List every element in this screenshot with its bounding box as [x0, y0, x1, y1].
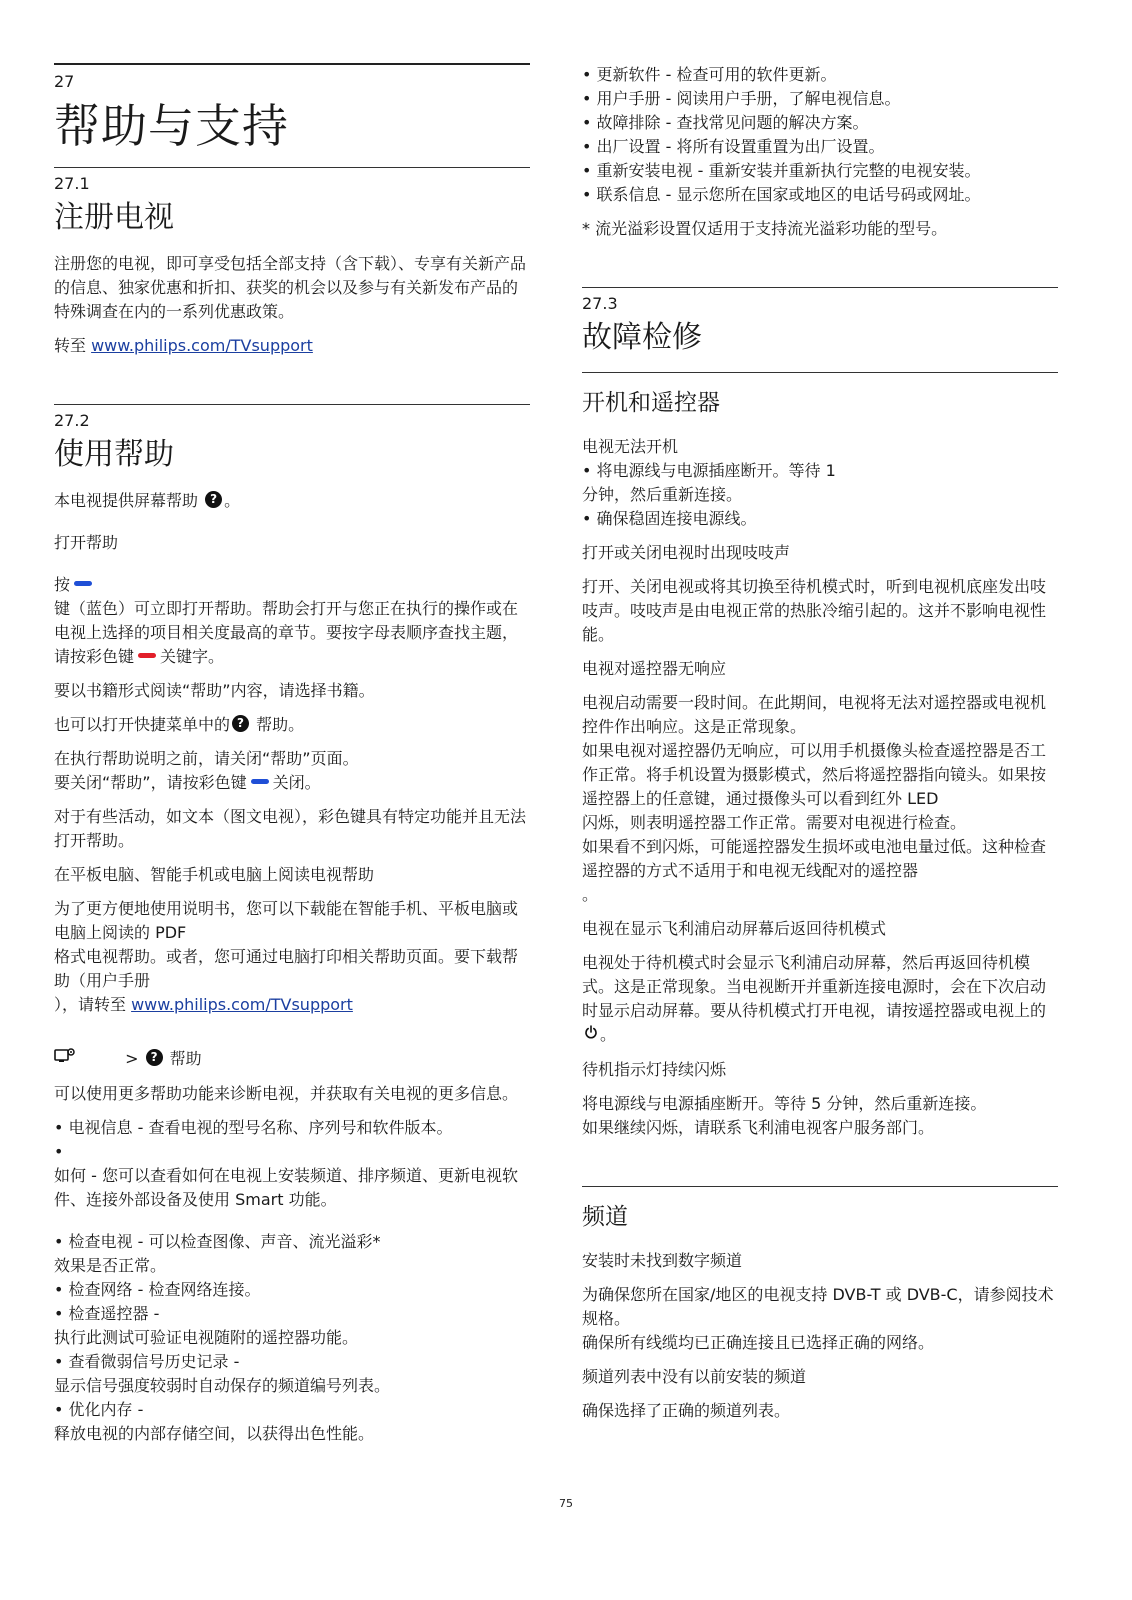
support-link[interactable]: www.philips.com/TVsupport: [91, 336, 313, 355]
list-item: • 电视信息 - 查看电视的型号名称、序列号和软件版本。: [54, 1117, 453, 1137]
topic-body: 如果继续闪烁，请联系飞利浦电视客户服务部门。: [582, 1117, 935, 1137]
topic-body: 为确保您所在国家/地区的电视支持 DVB-T 或 DVB-C，请参阅技术规格。: [582, 1284, 1054, 1328]
list-item: • 将电源线与电源插座断开。等待 1: [582, 461, 836, 480]
blue-key-icon: [74, 581, 92, 586]
standby-body-b: 。: [600, 1025, 617, 1044]
list-item: 释放电视的内部存储空间，以获得出色性能。: [54, 1423, 375, 1443]
topic-title: 电视对遥控器无响应: [582, 659, 727, 678]
red-key-icon: [138, 653, 156, 658]
list-item: • 联系信息 - 显示您所在国家或地区的电话号码或网址。: [582, 185, 981, 204]
list-item: 执行此测试可验证电视随附的遥控器功能。: [54, 1327, 359, 1347]
topic-title: 打开或关闭电视时出现吱吱声: [582, 543, 791, 562]
list-item: 如何 - 您可以查看如何在电视上安装频道、排序频道、更新电视软件、连接外部设备及使用 Smart 功能。: [54, 1165, 518, 1209]
press-line: [54, 573, 530, 597]
section-number: 27.3: [582, 294, 618, 313]
left-column: [54, 63, 530, 1446]
section-title: 故障检修: [582, 320, 702, 355]
section-rule: [582, 287, 1058, 288]
topic-body: 确保所有线缆均已正确连接且已选择正确的网络。: [582, 1332, 935, 1352]
tablet-title: 在平板电脑、智能手机或电脑上阅读电视帮助: [54, 865, 375, 884]
topic-body: 确保选择了正确的频道列表。: [582, 1400, 791, 1420]
quick-menu-text: [54, 713, 530, 737]
color-keys-text: 对于有些活动，如文本（图文电视），彩色键具有特定功能并且无法打开帮助。: [54, 807, 527, 850]
tablet-body-3: [54, 993, 530, 1017]
footnote: * 流光溢彩设置仅适用于支持流光溢彩功能的型号。: [582, 219, 948, 238]
blue-key-icon: [251, 779, 269, 784]
list-item: • 重新安装电视 - 重新安装并重新执行完整的电视安装。: [582, 161, 981, 180]
list-item: • 优化内存 -: [54, 1399, 144, 1419]
page-number: 75: [559, 1497, 573, 1510]
list-item: • 检查网络 - 检查网络连接。: [54, 1279, 261, 1299]
menu-path-separator: >: [125, 1049, 144, 1068]
press-desc-b: 关键字。: [160, 647, 225, 666]
list-item: • 确保稳固连接电源线。: [582, 509, 757, 528]
topic-title: 电视在显示飞利浦启动屏幕后返回待机模式: [582, 919, 887, 938]
topic-title: 待机指示灯持续闪烁: [582, 1059, 727, 1079]
press-description: [54, 597, 530, 669]
topic-body: 。: [582, 885, 599, 904]
onscreen-text-b: 。: [224, 491, 241, 510]
standby-body-a: 电视处于待机模式时会显示飞利浦启动屏幕，然后再返回待机模式。这是正常现象。当电视断开并重新连接电源时，会在下次启动时显示启动屏幕。要从待机模式打开电视，请按遥控器或电视上的: [582, 953, 1047, 1020]
help-question-icon: ?: [146, 1049, 163, 1066]
close-help-1: 在执行帮助说明之前，请关闭“帮助”页面。: [54, 749, 359, 768]
subsection-rule: [582, 372, 1058, 373]
close-2b: 关闭。: [272, 773, 321, 792]
topic-body: 将电源线与电源插座断开。等待 5 分钟，然后重新连接。: [582, 1093, 987, 1113]
subsection-title: 频道: [582, 1203, 628, 1230]
support-link[interactable]: www.philips.com/TVsupport: [131, 995, 353, 1014]
right-column: [582, 63, 1058, 1433]
topic-body: 如果电视对遥控器仍无响应，可以用手机摄像头检查遥控器是否工作正常。将手机设置为摄影模式，然后将遥控器指向镜头。如果按遥控器上的任意键，通过摄像头可以看到红外 LED: [582, 741, 1047, 808]
book-text: 要以书籍形式阅读“帮助”内容，请选择书籍。: [54, 681, 375, 700]
chapter-number: 27: [54, 72, 75, 91]
menu-path: [54, 1047, 530, 1072]
subsection-rule: [582, 1186, 1058, 1187]
topic-title: 安装时未找到数字频道: [582, 1250, 743, 1270]
section-title: 注册电视: [54, 200, 174, 235]
chapter-title: 帮助与支持: [54, 99, 289, 153]
register-body: 注册您的电视，即可享受包括全部支持（含下载）、专享有关新产品的信息、独家优惠和折扣、获奖的机会以及参与有关新发布产品的特殊调查在内的一系列优惠政策。: [54, 254, 527, 321]
list-item: • 查看微弱信号历史记录 -: [54, 1351, 240, 1371]
close-help-2: [54, 771, 530, 795]
menu-path-label: 帮助: [164, 1049, 202, 1068]
list-item: 效果是否正常。: [54, 1255, 167, 1275]
tablet-body-3-text: ），请转至: [54, 995, 132, 1014]
section-number: 27.1: [54, 174, 90, 193]
list-item: • 更新软件 - 检查可用的软件更新。: [582, 65, 837, 84]
more-help-text: 可以使用更多帮助功能来诊断电视，并获取有关电视的更多信息。: [54, 1083, 519, 1103]
topic-title: 电视无法开机: [582, 437, 679, 456]
list-item: 分钟，然后重新连接。: [582, 485, 743, 504]
goto-prefix: 转至: [54, 336, 92, 355]
press-desc-a: 键（蓝色）可立即打开帮助。帮助会打开与您正在执行的操作或在电视上选择的项目相关度最高的章节。要按字母表顺序查找主题，请按彩色键: [54, 599, 519, 666]
close-2a: 要关闭“帮助”，请按彩色键: [54, 773, 247, 792]
tablet-body-2: 格式电视帮助。或者，您可通过电脑打印相关帮助页面。要下载帮助（用户手册: [54, 947, 519, 990]
section-number: 27.2: [54, 411, 90, 430]
list-item: 显示信号强度较弱时自动保存的频道编号列表。: [54, 1375, 391, 1395]
power-icon: [584, 1022, 598, 1046]
press-label: 按: [54, 575, 71, 594]
list-item: • 用户手册 - 阅读用户手册，了解电视信息。: [582, 89, 901, 108]
list-item: • 故障排除 - 查找常见问题的解决方案。: [582, 113, 869, 132]
topic-body: [582, 951, 1058, 1048]
help-question-icon: ?: [232, 715, 249, 732]
subsection-title: 开机和遥控器: [582, 390, 720, 416]
topic-body: 如果看不到闪烁，可能遥控器发生损坏或电池电量过低。这种检查遥控器的方式不适用于和电视无线配对的遥控器: [582, 837, 1047, 880]
section-title: 使用帮助: [54, 437, 174, 472]
topic-body: 打开、关闭电视或将其切换至待机模式时，听到电视机底座发出吱吱声。吱吱声是由电视正常的热胀冷缩引起的。这并不影响电视性能。: [582, 577, 1047, 644]
list-item: • 出厂设置 - 将所有设置重置为出厂设置。: [582, 137, 885, 156]
quick-menu-a: 也可以打开快捷菜单中的: [54, 715, 231, 734]
section-rule: [54, 404, 530, 405]
topic-body: 闪烁，则表明遥控器工作正常。需要对电视进行检查。: [582, 813, 967, 832]
section-rule: [54, 167, 530, 168]
list-item: •: [54, 1141, 64, 1161]
settings-icon: [54, 1046, 76, 1070]
list-item: • 检查电视 - 可以检查图像、声音、流光溢彩*: [54, 1231, 381, 1251]
chapter-rule: [54, 63, 530, 65]
open-help-title: 打开帮助: [54, 533, 119, 552]
list-item: • 检查遥控器 -: [54, 1303, 160, 1323]
tablet-body-1: 为了更方便地使用说明书，您可以下载能在智能手机、平板电脑或电脑上阅读的 PDF: [54, 899, 519, 942]
help-question-icon: ?: [205, 491, 222, 508]
register-goto: [54, 334, 530, 358]
topic-body: 电视启动需要一段时间。在此期间，电视将无法对遥控器或电视机控件作出响应。这是正常现象。: [582, 693, 1047, 736]
quick-menu-b: 帮助。: [256, 715, 305, 734]
onscreen-help-text: [54, 489, 530, 513]
onscreen-text-a: 本电视提供屏幕帮助: [54, 491, 204, 510]
topic-title: 频道列表中没有以前安装的频道: [582, 1366, 807, 1386]
